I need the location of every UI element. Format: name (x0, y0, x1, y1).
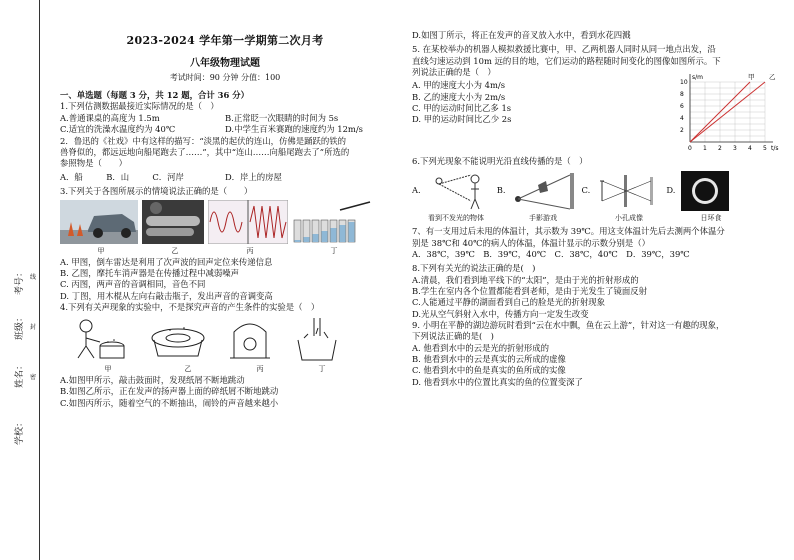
q3-option-b: B. 乙图，摩托车消声器是在传播过程中减弱噪声 (60, 268, 239, 279)
seal-mark: 密 (30, 374, 37, 381)
left-column (60, 0, 390, 409)
q5-option-c: C. 甲的运动时间比乙多 1s (412, 103, 512, 114)
distance-time-chart (670, 72, 782, 156)
q2-line: 参照物是（ ） (60, 158, 127, 169)
q4-caption: 甲 (104, 365, 112, 374)
x-tick-label: 1 (703, 145, 707, 153)
seal-mark: 线 (30, 274, 37, 281)
motorcycle-muffler-image (142, 200, 204, 244)
q5-option-a: A. 甲的速度大小为 4m/s (412, 80, 506, 91)
q6-caption: 看到不发光的物体 (428, 213, 484, 222)
series-label: 甲 (748, 73, 755, 82)
q6-label: A. (412, 185, 421, 196)
q2-option-b: B．山 (106, 171, 130, 182)
q5-line: 直线匀速运动到 10m 远的目的地，它们运动的路程随时间变化的图像如图所示。下 (412, 55, 721, 66)
q8-option-b: B.学生在室内各个位置都能看到老师，是由于光发生了镜面反射 (412, 285, 647, 296)
q6-figures (412, 171, 784, 211)
q4-option-b: B.如图乙所示，正在发声的扬声器上面的碎纸屑不断地跳动 (60, 386, 279, 397)
q2-line: 2．鲁迅的《社戏》中有这样的描写：“淡黑的起伏的连山，仿佛是踊跃的铁的 (60, 135, 346, 146)
speaker-experiment-image (148, 316, 208, 362)
q5-block (412, 73, 784, 156)
q3-caption: 丙 (246, 247, 254, 256)
q5-line: 列说法正确的是（ ） (412, 67, 496, 78)
y-tick-label: 4 (680, 115, 684, 123)
exam-title: 2023-2024 学年第一学期第二次月考 (126, 34, 324, 47)
q6-caption: 手影游戏 (529, 213, 557, 222)
q1-option-d: D.中学生百米赛跑的速度约为 12m/s (225, 124, 363, 135)
q7-options: A．38℃，39℃ B．39℃，40℃ C．38℃，40℃ D．39℃，39℃ (412, 248, 690, 259)
bottles-image (292, 200, 372, 244)
q2-option-d: D．岸上的房屋 (224, 171, 282, 182)
hand-shadow-image (512, 171, 576, 211)
q9-option-c: C. 他看到水中的鱼是真实的鱼所成的实像 (412, 365, 566, 376)
y-tick-label: 8 (680, 91, 684, 99)
waveform-image (208, 200, 288, 244)
bell-jar-image (228, 316, 272, 362)
q1-option-b: B.正常眨一次眼睛的时间为 5s (225, 112, 339, 123)
q2-option-c: C．河岸 (152, 171, 184, 182)
q4-option-c: C.如图丙所示，随着空气的不断抽出，闹铃的声音越来越小 (60, 397, 279, 408)
q3-caption: 甲 (97, 247, 105, 256)
annular-eclipse-image (681, 171, 729, 211)
x-tick-label: 0 (688, 145, 692, 153)
name-label: 姓名： (15, 360, 25, 388)
series-label: 乙 (769, 73, 776, 82)
q5-line: 5. 在某校举办的机器人模拟救援比赛中，甲、乙两机器人同时从同一地点出发，沿 (412, 44, 716, 55)
exam-no-label: 考号： (15, 267, 25, 295)
right-column (412, 30, 784, 388)
x-tick-label: 5 (763, 145, 767, 153)
q8-stem: 8.下列有关光的说法正确的是( ) (412, 263, 536, 274)
q2-options (60, 172, 390, 183)
q4-caption: 丁 (318, 365, 326, 374)
q7-line: 别是 38℃和 40℃的病人的体温，体温计显示的示数分别是（） (412, 237, 650, 248)
y-tick-label: 6 (680, 103, 684, 111)
q4-caption: 丙 (256, 365, 264, 374)
tuning-fork-water-image (292, 316, 342, 362)
q1-stem: 1.下列估测数据最接近实际情况的是（ ） (60, 101, 219, 112)
q6-captions (412, 214, 784, 223)
q1-option-c: C.适宜的洗澡水温度约为 40℃ (60, 124, 176, 135)
pinhole-image (596, 171, 660, 211)
x-tick-label: 2 (718, 145, 722, 153)
section-heading: 一、单选题（每题 3 分，共 12 题，合计 36 分） (60, 90, 250, 101)
q2-line: 兽脊似的，都远远地向船尾跑去了……”，其中“连山……向船尾跑去了”所选的 (60, 146, 350, 157)
q4-caption: 乙 (184, 365, 192, 374)
car-radar-image (60, 200, 138, 244)
q8-option-d: D.光从空气斜射入水中，传播方向一定发生改变 (412, 308, 589, 319)
q3-figures (60, 200, 390, 244)
q9-option-d: D. 他看到水中的位置比真实的鱼的位置变深了 (412, 376, 583, 387)
q3-caption: 乙 (171, 247, 179, 256)
q5-options (412, 80, 511, 125)
x-tick-label: 3 (733, 145, 737, 153)
girl-lamp-image (427, 171, 491, 211)
q4-stem: 4.下列有关声现象的实验中，不是探究声音的产生条件的实验是（ ） (60, 302, 320, 313)
y-tick-label: 2 (680, 127, 684, 135)
q2-option-a: A．船 (60, 171, 83, 182)
q9-option-b: B. 他看到水中的云是真实的云所成的虚像 (412, 353, 566, 364)
q3-option-d: D. 丁图，用木棍从左向右敲击瓶子，发出声音的音调变高 (60, 290, 273, 301)
q6-label: C. (581, 185, 591, 196)
class-label: 班级： (15, 312, 25, 340)
q9-option-a: A. 他看到水中的云是光的折射形成的 (412, 342, 549, 353)
school-label: 学校： (15, 417, 25, 445)
binding-strip (0, 0, 40, 560)
q9-line: 9. 小明在平静的湖边游玩时看到“云在水中飘，鱼在云上游”，针对这一有趣的现象， (412, 319, 725, 330)
x-axis-label: t/s (771, 145, 779, 153)
exam-meta: 考试时间：90 分钟 分值：100 (169, 73, 281, 83)
q1-options-row2 (60, 124, 390, 135)
q3-option-a: A. 甲图，倒车雷达是利用了次声波的回声定位来传递信息 (60, 256, 273, 267)
q5-option-b: B. 乙的速度大小为 2m/s (412, 91, 506, 102)
q4-captions (68, 365, 390, 374)
q4-figures (68, 316, 390, 362)
q1-option-a: A.普通课桌的高度为 1.5m (60, 112, 160, 123)
q3-caption: 丁 (330, 247, 338, 256)
q8-option-c: C.人能通过平静的湖面看到自己的脸是光的折射现象 (412, 297, 606, 308)
q8-option-a: A.清晨，我们看到地平线下的“太阳”，是由于光的折射形成的 (412, 274, 639, 285)
q5-option-d: D. 甲的运动时间比乙少 2s (412, 114, 512, 125)
drum-experiment-image (68, 316, 128, 362)
q1-options-row1 (60, 113, 390, 124)
q6-caption: 日环食 (700, 213, 722, 222)
x-tick-label: 4 (748, 145, 752, 153)
q6-stem: 6.下列光现象不能说明光沿直线传播的是（ ） (412, 156, 588, 167)
q6-label: D. (666, 185, 676, 196)
seal-mark: 封 (30, 324, 37, 331)
q6-caption: 小孔成像 (615, 213, 643, 222)
y-tick-label: 10 (680, 79, 688, 87)
q3-stem: 3.下列关于各图所展示的情境说法正确的是（ ） (60, 185, 253, 196)
q7-line: 7、有一支用过后未甩的体温计，其示数为 39℃。用这支体温计先后去测两个体温分 (412, 226, 725, 237)
y-axis-label: s/m (692, 74, 703, 82)
q4-option-a: A.如图甲所示，敲击鼓面时，发现纸屑不断地跳动 (60, 374, 245, 385)
q3-option-c: C. 丙图，两声音的音调相同，音色不同 (60, 279, 206, 290)
q4-option-d: D.如图丁所示，将正在发声的音叉放入水中，看到水花四溅 (412, 30, 631, 40)
q3-captions (60, 247, 390, 256)
q9-line: 下列说法正确的是( ) (412, 331, 494, 342)
exam-subtitle: 八年级物理试题 (190, 57, 260, 69)
q6-label: B. (496, 185, 506, 196)
